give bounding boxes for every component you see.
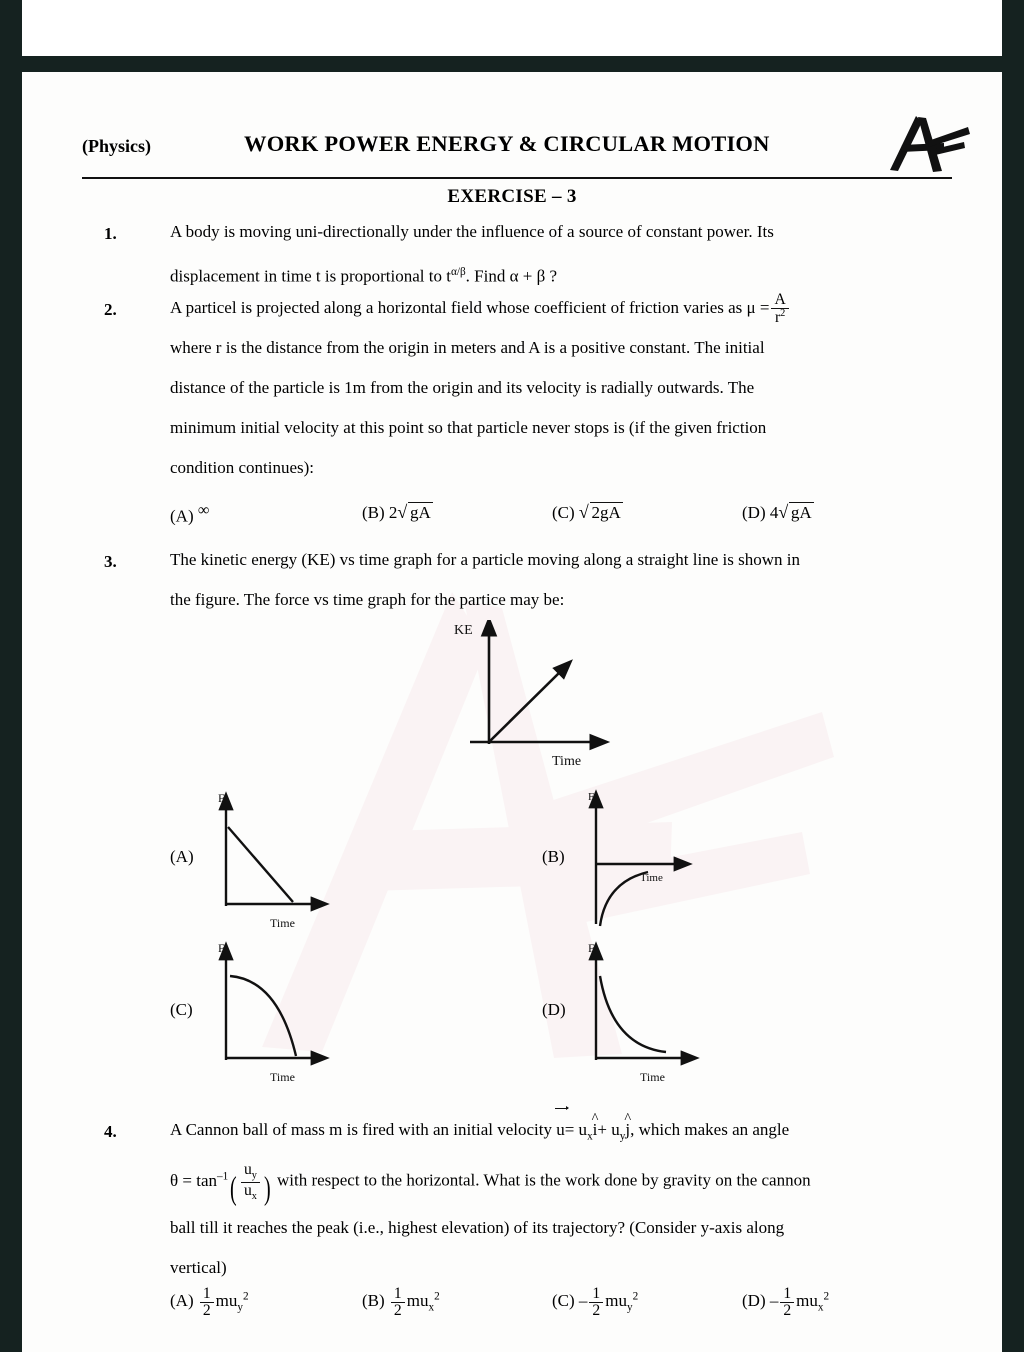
page-title: WORK POWER ENERGY & CIRCULAR MOTION xyxy=(244,131,770,156)
q1-beta: β xyxy=(459,266,466,278)
q4-plus: + u xyxy=(597,1120,620,1139)
q4-option-b-fraction: $\frac{1}{2}$ xyxy=(391,1286,405,1319)
q4-option-b[interactable]: (B) $\frac{1}{2}$ $mu_x^2$ xyxy=(362,1285,440,1319)
q3-option-b-label[interactable]: (B) xyxy=(542,847,565,866)
q3b-ylabel: F xyxy=(588,791,595,803)
question-3-text xyxy=(170,540,952,620)
q2-line-2: where r is the distance from the origin in meters and A is a positive constant. The initial xyxy=(170,338,765,357)
question-1-text xyxy=(170,212,952,297)
right-paren: ) xyxy=(263,1169,271,1206)
q2-mu-symbol: μ = xyxy=(746,298,770,317)
q4-option-d-sign: – xyxy=(769,1291,779,1311)
top-white-strip xyxy=(22,0,1002,56)
q2-mu-fraction xyxy=(771,292,788,326)
exercise-heading: EXERCISE – 3 xyxy=(447,186,577,207)
q4-eq: = u xyxy=(564,1120,588,1139)
q4-option-b-expr: mu xyxy=(406,1291,429,1311)
left-paren: ( xyxy=(230,1169,237,1206)
q4-option-c-fraction: $\frac{1}{2}$ xyxy=(589,1286,603,1319)
q4-option-c[interactable]: (C) – $\frac{1}{2}$ $mu_y^2$ xyxy=(552,1285,639,1319)
q4-option-a-expr: mu xyxy=(215,1291,238,1311)
q3-option-d-label[interactable]: (D) xyxy=(542,1000,566,1019)
q1-line-1: A body is moving uni-directionally under the influence of a source of constant power. Its xyxy=(170,222,774,241)
time-axis-label: Time xyxy=(552,754,582,769)
question-1-number: 1. xyxy=(104,224,117,243)
q2-line-1: A particel is projected along a horizontal field whose coefficient of friction varies as xyxy=(170,298,743,317)
q2-option-b[interactable] xyxy=(362,502,433,523)
q3c-xlabel: Time xyxy=(270,1070,295,1084)
q4-option-d-fraction: $\frac{1}{2}$ xyxy=(780,1286,794,1319)
q3a-xlabel: Time xyxy=(270,916,295,930)
q2-option-a-value: ∞ xyxy=(197,502,210,519)
question-4-text xyxy=(170,1110,952,1288)
question-2-number: 2. xyxy=(104,300,117,319)
q3-option-c-graph[interactable] xyxy=(208,934,418,1089)
q3-line-2: the figure. The force vs time graph for the partice may be: xyxy=(170,590,565,609)
q2-option-b-coef: 2 xyxy=(388,503,398,522)
q4-option-a-fraction: $\frac{1}{2}$ xyxy=(200,1286,214,1319)
q4-frac-den: $u_x$ xyxy=(241,1182,260,1203)
brush-a-logo-icon xyxy=(882,114,972,176)
ke-vs-time-graph xyxy=(442,620,672,772)
q1-line-2b: . Find α + β ? xyxy=(465,266,558,286)
q4-line-3: ball till it reaches the peak (i.e., highest elevation) of its trajectory? (Consider y-axis along xyxy=(170,1217,785,1237)
q4-line-1b: , which makes an angle xyxy=(630,1120,790,1139)
q4-sub-x: x xyxy=(587,1130,593,1143)
q2-option-d[interactable] xyxy=(742,502,814,523)
q3b-xlabel: Time xyxy=(640,872,663,884)
q4-option-c-sign: – xyxy=(578,1291,588,1311)
q2-option-b-label: (B) xyxy=(362,503,385,522)
document-header xyxy=(82,120,952,176)
q3d-ylabel: F xyxy=(588,941,595,955)
q3d-xlabel: Time xyxy=(640,1070,665,1084)
q1-alpha: α xyxy=(450,266,457,278)
q4-line-1a: A Cannon ball of mass m is fired with an initial velocity xyxy=(170,1120,552,1139)
q2-option-c-label: (C) xyxy=(552,503,575,522)
question-3-number: 3. xyxy=(104,552,117,571)
header-divider xyxy=(82,177,952,179)
q4-option-a-label: (A) xyxy=(170,1291,194,1311)
q3-option-c-label[interactable]: (C) xyxy=(170,1000,193,1019)
q2-option-d-sqrt: √ gA xyxy=(778,502,813,523)
question-4-number: 4. xyxy=(104,1122,117,1141)
q4-option-d[interactable]: (D) – $\frac{1}{2}$ $mu_x^2$ xyxy=(742,1285,830,1319)
q2-option-d-label: (D) xyxy=(742,503,766,522)
q4-line-2b: with respect to the horizontal. What is the work done by gravity on the cannon xyxy=(276,1171,811,1191)
q4-line-4: vertical) xyxy=(170,1257,227,1277)
q2-line-3: distance of the particle is 1m from the origin and its velocity is radially outwards. The xyxy=(170,378,755,397)
ke-axis-label: KE xyxy=(454,623,473,638)
q4-i-hat: i ^ xyxy=(593,1110,598,1150)
q2-option-a[interactable] xyxy=(170,502,209,527)
worksheet-page xyxy=(22,72,1002,1352)
q4-inverse-exp: –1 xyxy=(217,1170,229,1183)
q4-j-hat: j ^ xyxy=(625,1110,630,1150)
question-2-text xyxy=(170,288,952,488)
q4-option-d-label: (D) xyxy=(742,1291,766,1311)
q4-option-c-label: (C) xyxy=(552,1291,575,1311)
q3-option-a-label[interactable]: (A) xyxy=(170,847,194,866)
q4-option-d-expr: mu xyxy=(796,1291,818,1311)
q2-mu-numerator: A xyxy=(774,290,786,308)
q4-uy-ux-fraction xyxy=(241,1162,260,1202)
q3-option-b-graph[interactable] xyxy=(578,784,788,934)
q3-line-1: The kinetic energy (KE) vs time graph for a particle moving along a straight line is shown in xyxy=(170,550,800,569)
q1-line-2a: displacement in time t is proportional to t xyxy=(170,266,451,286)
border-gap xyxy=(22,56,1002,72)
q4-option-a[interactable]: (A) $\frac{1}{2}$ $mu_y^2$ xyxy=(170,1285,249,1319)
q2-option-d-coef: 4 xyxy=(769,503,779,522)
q3-option-d-graph[interactable] xyxy=(578,934,788,1089)
q2-line-5: condition continues): xyxy=(170,458,315,477)
q2-option-c-sqrt: √ 2gA xyxy=(579,502,623,523)
q2-option-a-label: (A) xyxy=(170,506,194,526)
q2-option-b-sqrt: √ gA xyxy=(397,502,432,523)
q4-theta: θ = tan xyxy=(170,1171,217,1191)
q4-sub-y: y xyxy=(619,1130,626,1143)
q4-option-c-expr: mu xyxy=(605,1291,627,1311)
q3a-ylabel: F xyxy=(218,791,225,805)
q4-option-b-label: (B) xyxy=(362,1291,385,1311)
q3c-ylabel: F xyxy=(218,941,225,955)
subject-label: (Physics) xyxy=(82,136,151,156)
q2-option-c[interactable] xyxy=(552,502,623,523)
q4-frac-num: $u_y$ xyxy=(243,1161,257,1182)
q4-u-vector: u xyxy=(556,1110,565,1150)
q2-line-4: minimum initial velocity at this point so that particle never stops is (if the given friction xyxy=(170,418,767,437)
q3-option-a-graph[interactable] xyxy=(208,784,418,934)
q2-mu-denominator: $r^2$ xyxy=(771,308,788,326)
q1-slash: / xyxy=(456,266,460,278)
